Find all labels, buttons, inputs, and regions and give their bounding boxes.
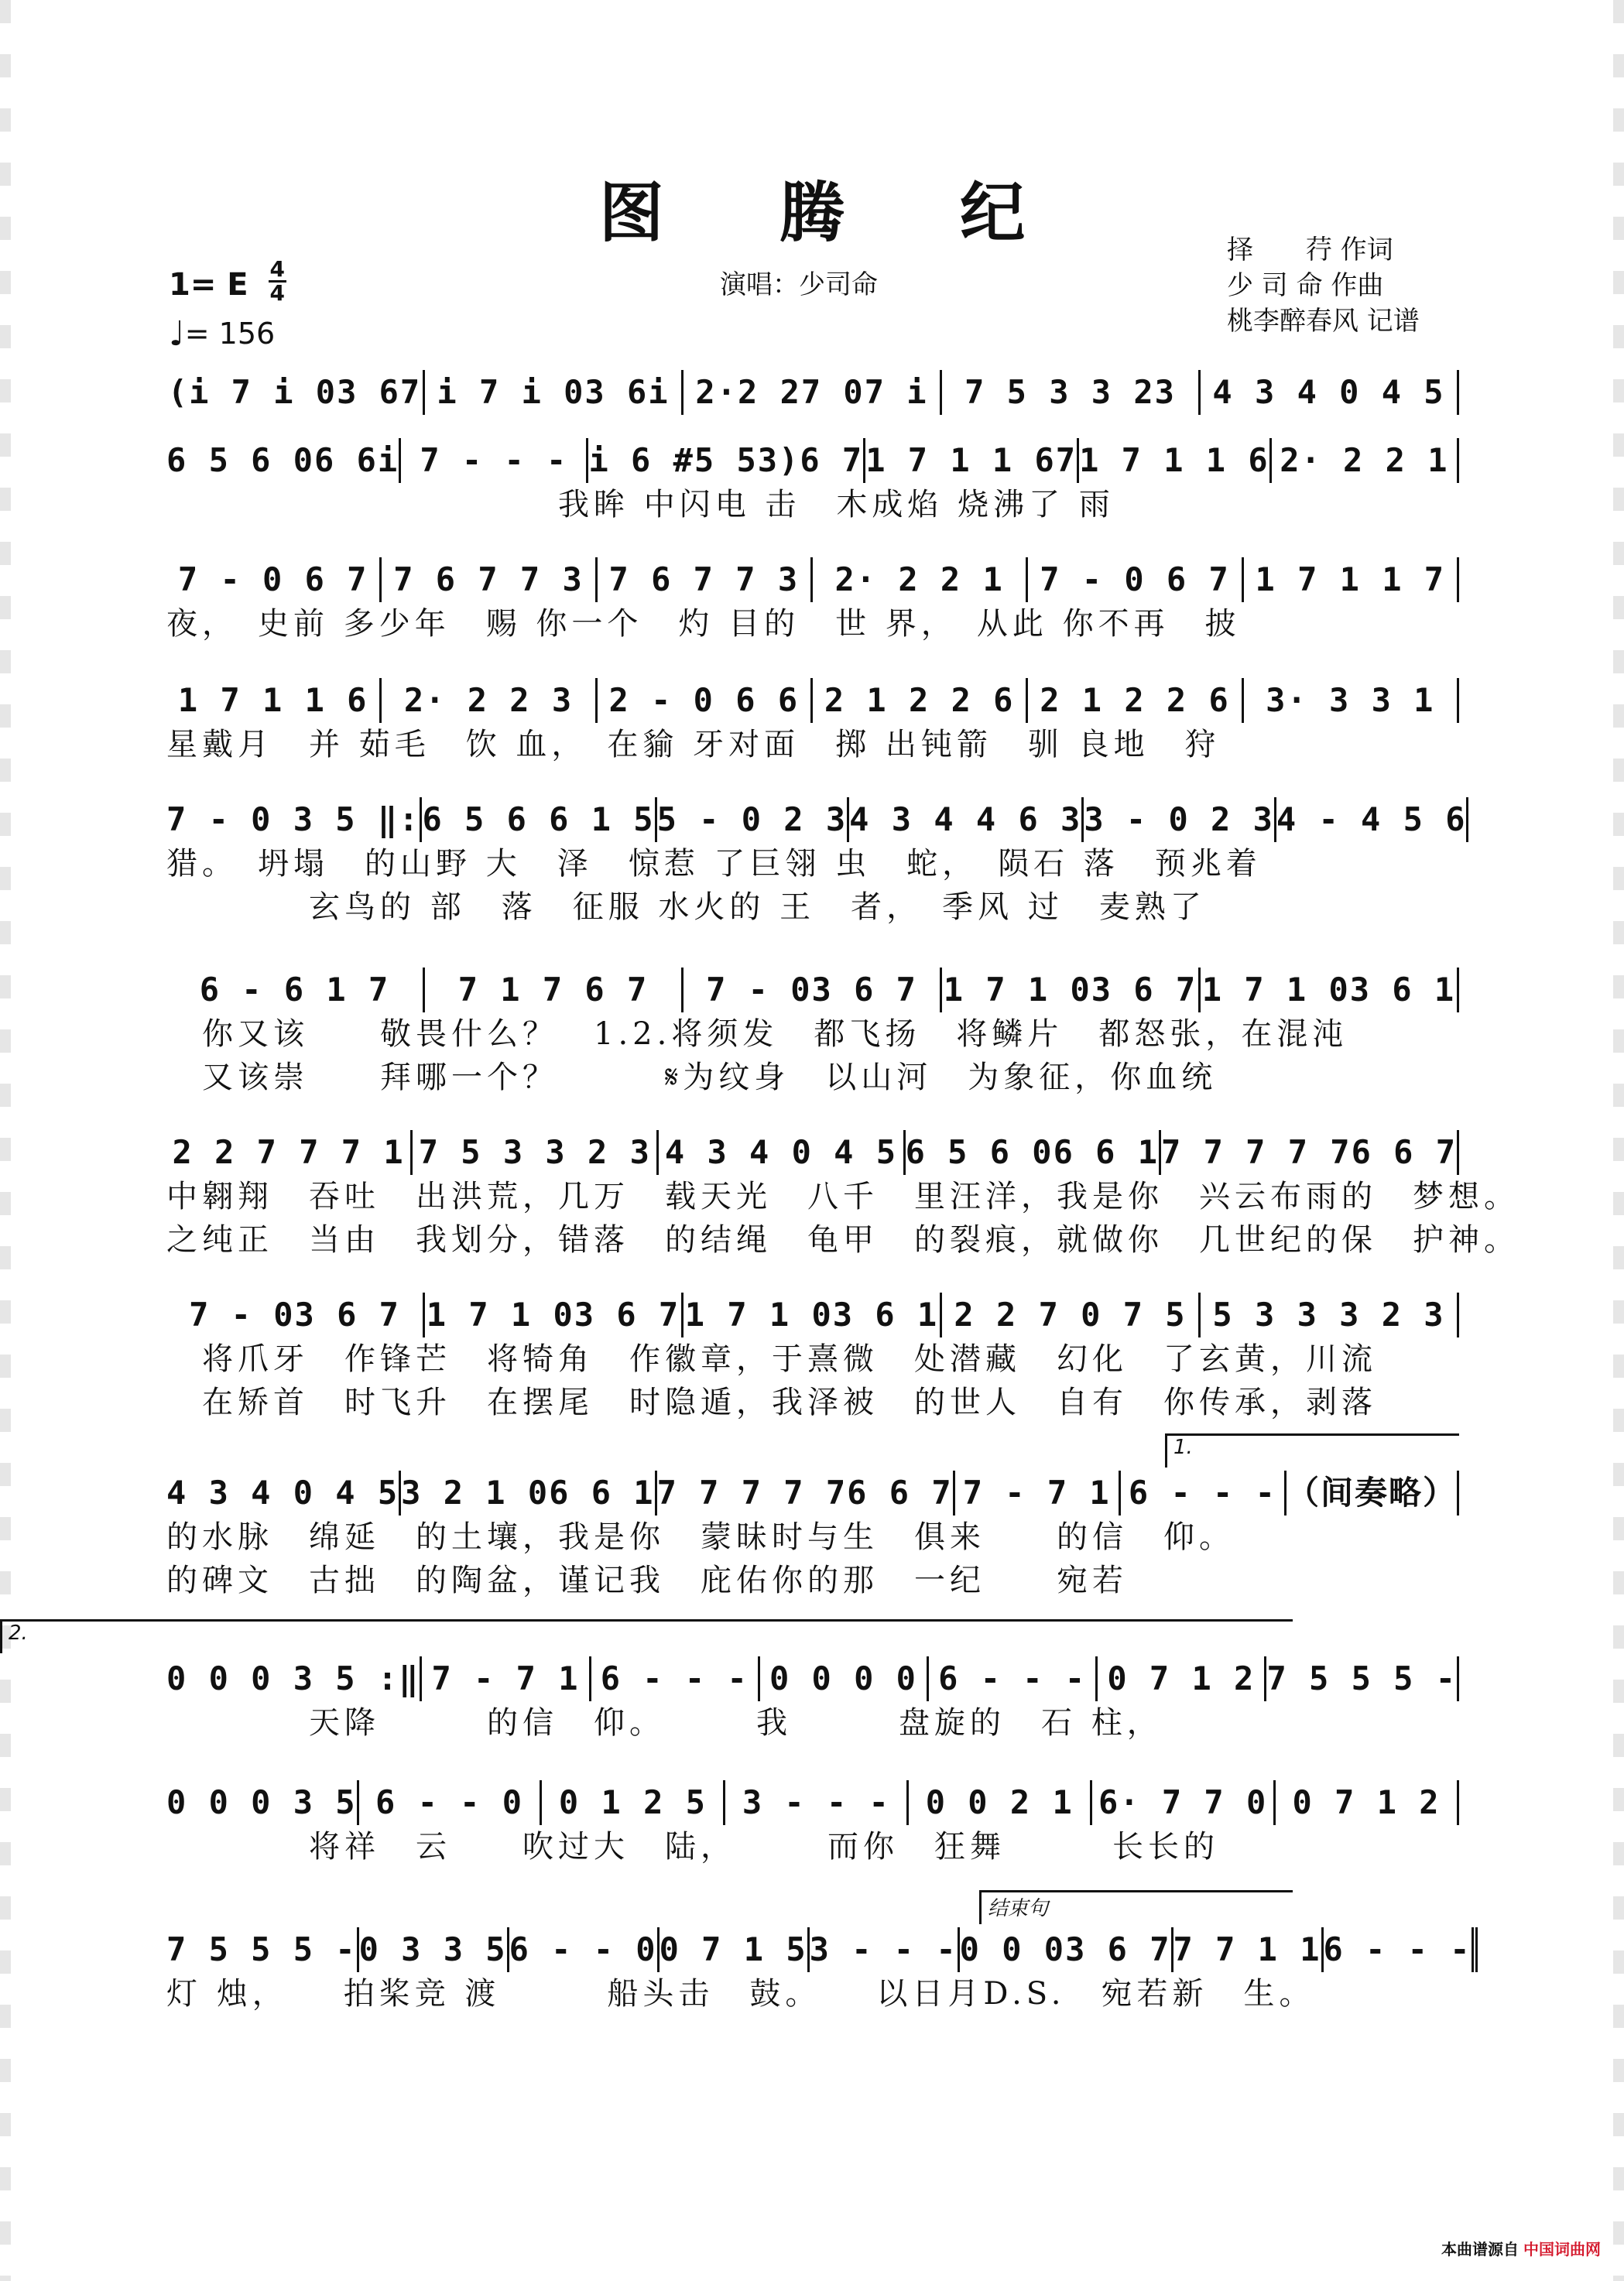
measure: 2· 2 2 1 [813,557,1028,602]
measure: 0 0 0 0 [760,1656,929,1701]
measure: 0 0 2 1 [909,1780,1092,1825]
measure: 2 2 7 7 7 1 [166,1130,413,1175]
measure: 7 - 0 3 5 ‖: [166,797,422,842]
lyric-line: 的水脉 绵延 的土壤，我是你 蒙昧时与生 俱来 的信 仰。 [166,1519,1235,1555]
score-system [9,1622,1459,1745]
measure: 4 3 4 4 6 3 [849,797,1084,842]
measure: 7 - 7 1 [955,1471,1121,1516]
measure: 7 7 7 7 76 6 7 [1161,1130,1459,1175]
score-system [166,1897,1472,2016]
measure: 7 5 5 5 - [166,1927,359,1972]
measure: 1 7 1 1 67 [865,438,1079,483]
lyric-line: 玄鸟的 部 落 征服 水火的 王 者， 季风 过 麦熟了 [166,889,1206,925]
measure: 2· 2 2 1 [1272,438,1459,483]
lyric-line: 夜， 史前 多少年 赐 你一个 灼 目的 世 界， 从此 你不再 披 [166,606,1241,642]
lyric-line: 猎。 坍塌 的山野 大 泽 惊惹 了巨翎 虫 蛇， 陨石 落 预兆着 [166,846,1262,882]
measure: 6 5 6 06 6i [166,438,401,483]
credits [1227,232,1420,339]
measure: 3 - - - [725,1780,909,1825]
footer-source: 本曲谱源自 [1441,2240,1519,2259]
measure: 3 - 0 2 3 [1084,797,1276,842]
volta-bracket: 2. [0,1619,1293,1653]
measure: 2·2 27 07 i [684,370,942,415]
page-edge-right [1613,0,1624,2281]
notes-line [166,797,1467,842]
measure: 3 - - - [810,1927,960,1972]
notes-line [166,1471,1459,1516]
lyric-line: 的碑文 古拙 的陶盆，谨记我 庇佑你的那 一纪 宛若 [166,1563,1128,1598]
measure: 6 - - 0 [359,1780,543,1825]
measure: 0 7 1 5 [660,1927,810,1972]
lyricist-credit: 择 荇 作词 [1227,235,1393,265]
measure: i 6 #5 53)6 7 [588,438,865,483]
measure: 6· 7 7 0 [1092,1780,1276,1825]
measure: 0 0 0 3 5 [166,1780,359,1825]
transcriber-credit: 桃李醉春风 记谱 [1227,306,1420,337]
lyric-line: 将爪牙 作锋芒 将犄角 作徽章，于熹微 处潜藏 幻化 了玄黄，川流 [166,1341,1377,1377]
composer-credit: 少 司 命 作曲 [1227,270,1384,301]
measure: 0 0 0 3 5 :‖ [166,1656,422,1701]
measure: 7 6 7 7 3 [598,557,813,602]
measure: (i 7 i 03 67 [166,370,425,415]
score-system [166,797,1467,929]
volta-bracket: 1. [1165,1433,1459,1468]
notes-line [166,1780,1459,1825]
measure: 0 0 03 6 7 [960,1927,1173,1972]
time-denominator: 4 [269,280,286,306]
measure: 7 - 03 6 7 [166,1293,425,1337]
measure: 7 7 7 7 76 6 7 [657,1471,955,1516]
measure: 7 5 5 5 - [1266,1656,1459,1701]
measure: 2 2 7 0 7 5 [942,1293,1201,1337]
score-system [166,1780,1459,1868]
lyric-line: 又该崇 拜哪一个？ 𝄋为纹身 以山河 为象征，你血统 [166,1060,1218,1095]
key-label: 1= E [169,266,248,303]
measure: 4 3 4 0 4 5 [166,1471,401,1516]
measure: 0 3 3 5 [359,1927,509,1972]
page-edge-left [0,0,11,2281]
measure: （间奏略） [1287,1471,1459,1516]
measure: 2 - 0 6 6 [598,678,813,723]
score-system [166,370,1459,415]
measure: 5 - 0 2 3 [657,797,850,842]
measure: 7 - 0 6 7 [166,557,382,602]
measure: 6 5 6 06 6 1 [906,1130,1161,1175]
measure: 6 - - 0 [509,1927,660,1972]
measure: 0 7 1 2 [1276,1780,1459,1825]
measure: 6 5 6 6 1 5 [422,797,656,842]
score-system [166,1130,1520,1262]
measure: 1 7 1 03 6 1 [1201,968,1459,1012]
measure: 6 - - - [1121,1471,1287,1516]
measure: 6 - - - [929,1656,1098,1701]
tempo-marking [169,313,275,352]
time-signature [269,256,286,306]
singer-credit: 演唱：少司命 [720,269,878,300]
notes-line [166,1927,1472,1972]
lyric-line: 我眸 中闪电 击 木成焰 烧沸了 雨 [166,487,1115,522]
notes-line [166,557,1459,602]
notes-line [166,1656,1459,1701]
measure: 1 7 1 1 6 [166,678,382,723]
lyric-line: 你又该 敬畏什么？ 1.2.将须发 都飞扬 将鳞片 都怒张，在混沌 [166,1016,1348,1052]
lyric-line: 之纯正 当由 我划分，错落 的结绳 龟甲 的裂痕，就做你 几世纪的保 护神。 [166,1222,1520,1258]
measure: 1 7 1 1 7 [1244,557,1459,602]
lyric-line: 星戴月 并 茹毛 饮 血， 在貐 牙对面 掷 出钝箭 驯 良地 狩 [166,727,1221,762]
measure: 7 - 7 1 [422,1656,591,1701]
measure: 7 1 7 6 7 [425,968,684,1012]
measure: 3 2 1 06 6 1 [401,1471,656,1516]
measure: 7 5 3 3 2 3 [413,1130,659,1175]
notes-line [166,1130,1459,1175]
measure: 7 - - - [401,438,588,483]
measure: 4 - 4 5 6 [1276,797,1469,842]
tempo-value: = 156 [184,317,276,351]
measure: 1 7 1 03 6 1 [684,1293,942,1337]
score-system [166,1293,1459,1424]
lyric-line: 在矫首 时飞升 在摆尾 时隐遁，我泽被 的世人 自有 你传承，剥落 [166,1385,1377,1420]
measure: 7 5 3 3 23 [942,370,1201,415]
measure: 4 3 4 0 4 5 [1201,370,1459,415]
score-system [166,438,1459,526]
measure: 6 - - - [1324,1927,1478,1972]
notes-line [166,678,1459,723]
score-system [166,557,1459,646]
measure: 7 - 0 6 7 [1028,557,1243,602]
notes-line [166,370,1459,415]
score-system [166,1436,1459,1602]
quarter-note-icon: ♩ [169,314,185,354]
measure: 3· 3 3 1 [1244,678,1459,723]
measure: 0 1 2 5 [542,1780,725,1825]
measure: 7 7 1 1 [1173,1927,1324,1972]
volta-bracket: 结束句 [979,1890,1293,1924]
measure: 2 1 2 2 6 [813,678,1028,723]
measure: 5 3 3 3 2 3 [1201,1293,1459,1337]
score-system [166,968,1459,1099]
notes-line [166,438,1459,483]
source-footer [1441,2237,1601,2259]
measure: 7 6 7 7 3 [382,557,597,602]
measure: 2· 2 2 3 [382,678,597,723]
measure: 0 7 1 2 [1098,1656,1266,1701]
key-signature [169,256,286,309]
measure: 1 7 1 03 6 7 [425,1293,684,1337]
time-numerator: 4 [269,256,286,282]
notes-line [166,968,1459,1012]
measure: 2 1 2 2 6 [1028,678,1243,723]
notes-line [166,1293,1459,1337]
measure: i 7 i 03 6i [425,370,684,415]
measure: 6 - 6 1 7 [166,968,425,1012]
lyric-line: 将祥 云 吹过大 陆， 而你 狂舞 长长的 [166,1829,1219,1865]
score-system [166,678,1459,766]
measure: 4 3 4 0 4 5 [659,1130,905,1175]
lyric-line: 天降 的信 仰。 我 盘旋的 石 柱， [166,1705,1163,1741]
lyric-line: 中翱翔 吞吐 出洪荒，几万 载天光 八千 里汪洋，我是你 兴云布雨的 梦想。 [166,1179,1520,1214]
measure: 6 - - - [591,1656,760,1701]
song-title: 图 腾 纪 [598,174,1072,251]
measure: 1 7 1 1 6 [1079,438,1272,483]
footer-brand: 中国词曲网 [1523,2240,1601,2259]
measure: 1 7 1 03 6 7 [942,968,1201,1012]
measure: 7 - 03 6 7 [684,968,942,1012]
lyric-line: 灯 烛， 拍桨竞 渡 船头击 鼓。 以日月D.S. 宛若新 生。 [166,1976,1315,2012]
